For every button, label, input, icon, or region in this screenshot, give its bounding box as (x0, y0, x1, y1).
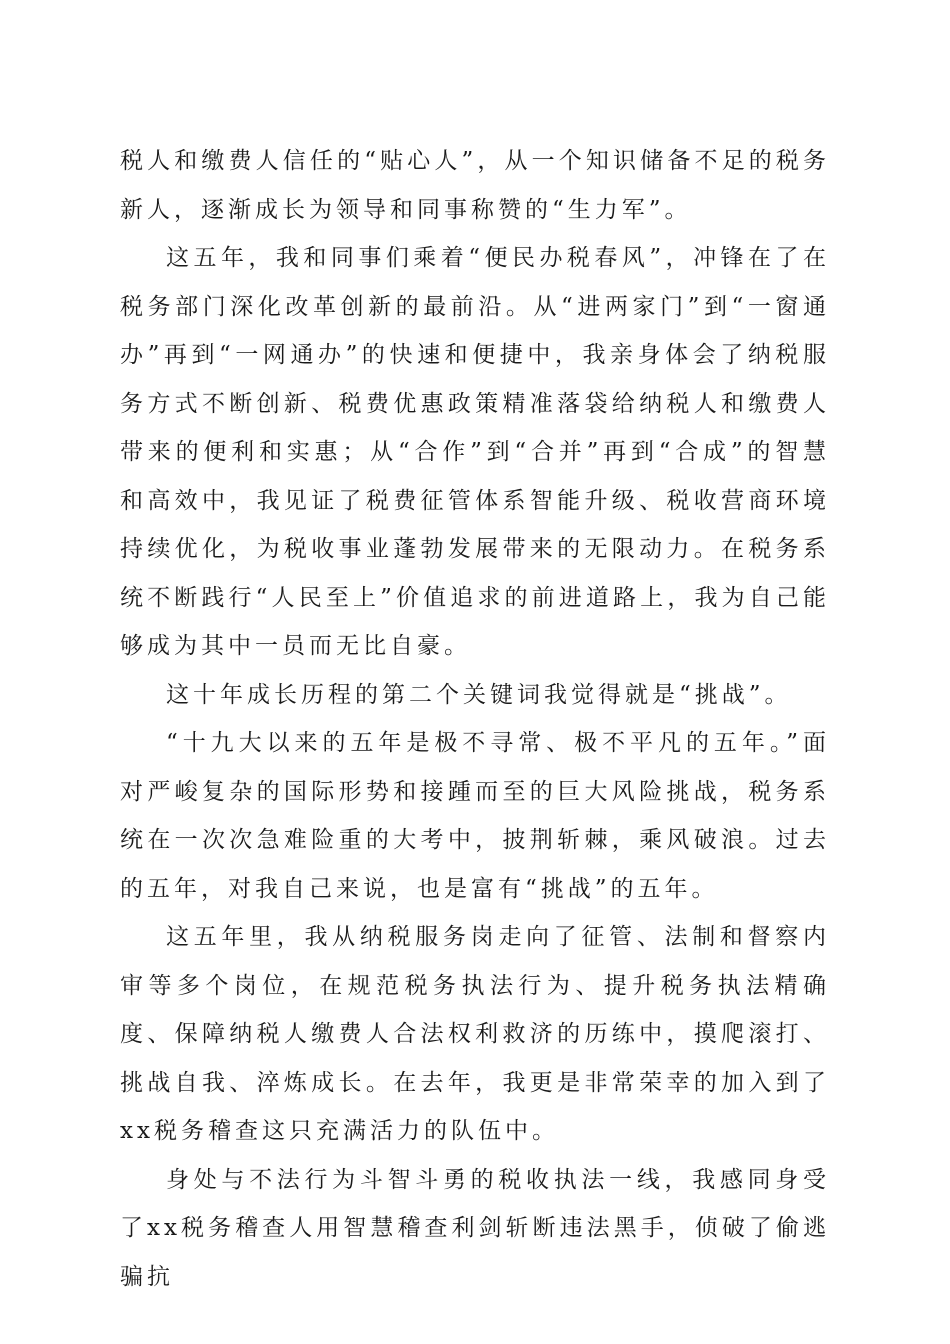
body-text (120, 137, 830, 1301)
paragraph-3: 这十年成长历程的第二个关键词我觉得就是“挑战”。 (166, 681, 792, 708)
paragraph-6: 身处与不法行为斗智斗勇的税收执法一线，我感同身受了xx税务稽查人用智慧稽查利剑斩断违法黑手，侦破了偷逃骗抗 (120, 1166, 830, 1290)
paragraph-5: 这五年里，我从纳税服务岗走向了征管、法制和督察内审等多个岗位，在规范税务执法行为、提升税务执法精确度、保障纳税人缴费人合法权利救济的历练中，摸爬滚打、挑战自我、淬炼成长。在去年，我更是非常荣幸的加入到了xx税务稽查这只充满活力的队伍中。 (120, 924, 830, 1144)
paragraph-2: 这五年，我和同事们乘着“便民办税春风”，冲锋在了在税务部门深化改革创新的最前沿。从“进两家门”到“一窗通办”再到“一网通办”的快速和便捷中，我亲身体会了纳税服务方式不断创新、税费优惠政策精准落袋给纳税人和缴费人带来的便利和实惠；从“合作”到“合并”再到“合成”的智慧和高效中，我见证了税费征管体系智能升级、税收营商环境持续优化，为税收事业蓬勃发展带来的无限动力。在税务系统不断践行“人民至上”价值追求的前进道路上，我为自己能够成为其中一员而无比自豪。 (120, 245, 830, 659)
paragraph-4: “十九大以来的五年是极不寻常、极不平凡的五年。”面对严峻复杂的国际形势和接踵而至的巨大风险挑战，税务系统在一次次急难险重的大考中，披荆斩棘，乘风破浪。过去的五年，对我自己来说，也是富有“挑战”的五年。 (120, 730, 830, 902)
paragraph-1: 税人和缴费人信任的“贴心人”，从一个知识储备不足的税务新人，逐渐成长为领导和同事称赞的“生力军”。 (120, 148, 830, 223)
